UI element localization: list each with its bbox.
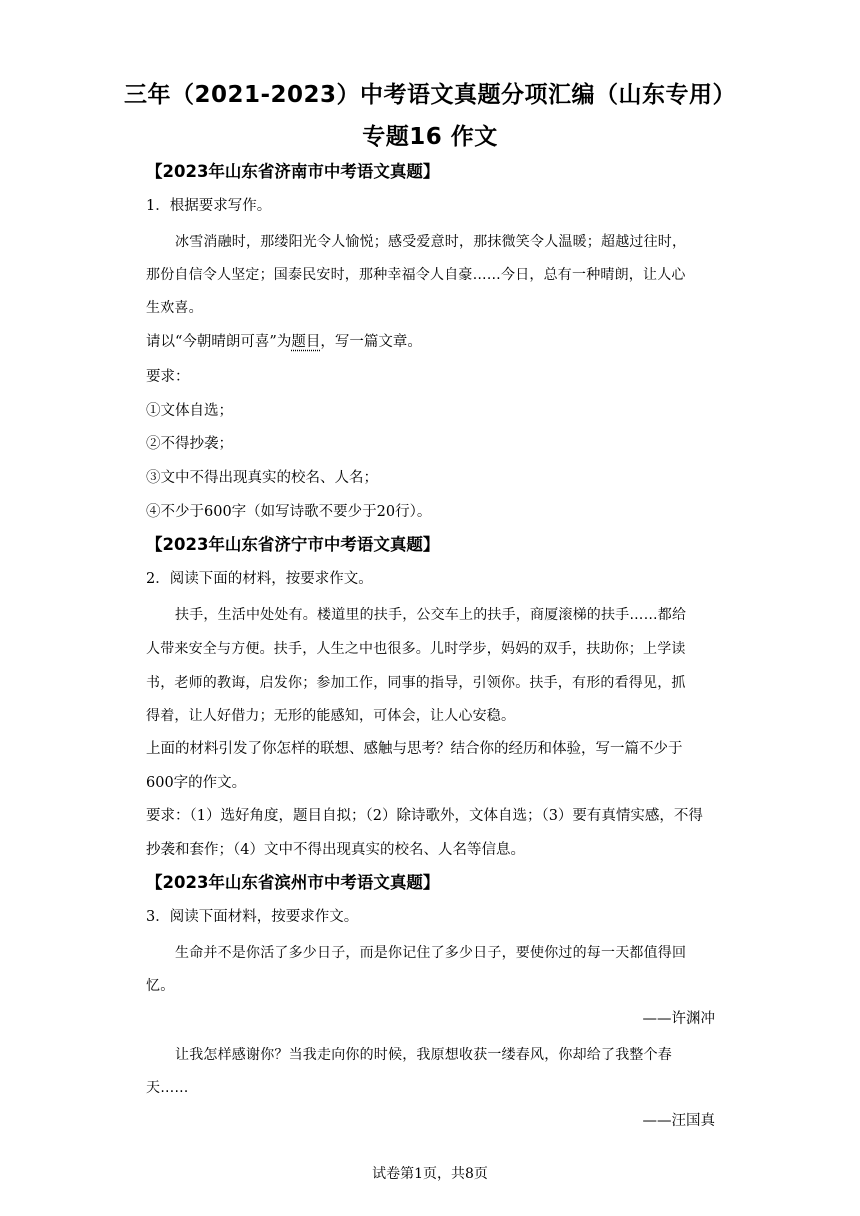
prompt-line: 上面的材料引发了你怎样的联想、感触与思考？结合你的经历和体验，写一篇不少于 <box>146 741 683 757</box>
section-heading-jining: 【2023年山东省济宁市中考语文真题】 <box>146 535 440 554</box>
quote-line: 生命并不是你活了多少日子，而是你记住了多少日子，要使你过的每一天都值得回 <box>175 945 687 961</box>
section-heading-binzhou: 【2023年山东省滨州市中考语文真题】 <box>146 873 440 892</box>
requirement-item: ③文中不得出现真实的校名、人名； <box>146 470 378 486</box>
question-1: 1．根据要求写作。 <box>146 198 272 214</box>
requirements-line: 抄袭和套作；（4）文中不得出现真实的校名、人名等信息。 <box>146 842 525 858</box>
prompt-line: 600字的作文。 <box>146 775 247 791</box>
prompt-text: 请以“今朝晴朗可喜”为 <box>146 334 292 350</box>
material-line: 得着，让人好借力；无形的能感知，可体会，让人心安稳。 <box>146 708 516 724</box>
material-line: 冰雪消融时，那缕阳光令人愉悦；感受爱意时，那抹微笑令人温暖；超越过往时， <box>175 234 687 250</box>
quote-author: ——许渊冲 <box>642 1011 715 1027</box>
requirement-item: ①文体自选； <box>146 403 233 419</box>
requirement-item: ②不得抄袭； <box>146 436 233 452</box>
requirement-item: ④不少于600字（如写诗歌不要少于20行）。 <box>146 504 432 520</box>
material-line: 人带来安全与方便。扶手，人生之中也很多。儿时学步，妈妈的双手，扶助你；上学读 <box>146 641 686 657</box>
quote-line: 让我怎样感谢你？当我走向你的时候，我原想收获一缕春风，你却给了我整个春 <box>175 1047 672 1063</box>
material-line: 书，老师的教诲，启发你；参加工作，同事的指导，引领你。扶手，有形的看得见，抓 <box>146 675 686 691</box>
requirements-label: 要求： <box>146 369 190 385</box>
requirements-line: 要求：（1）选好角度，题目自拟；（2）除诗歌外，文体自选；（3）要有真情实感，不得 <box>146 808 703 824</box>
prompt-text: ，写一篇文章。 <box>320 334 422 350</box>
quote-line: 忆。 <box>146 978 175 994</box>
material-line: 扶手，生活中处处有。楼道里的扶手，公交车上的扶手，商厦滚梯的扶手……都给 <box>175 607 687 623</box>
document-title: 三年（2021-2023）中考语文真题分项汇编（山东专用） <box>123 82 737 108</box>
material-line: 那份自信令人坚定；国泰民安时，那种幸福令人自豪……今日，总有一种晴朗，让人心 <box>146 267 686 283</box>
quote-author: ——汪国真 <box>642 1113 715 1129</box>
material-line: 生欢喜。 <box>146 300 203 316</box>
quote-line: 天…… <box>146 1080 189 1096</box>
emphasized-title-word: 题目 <box>291 334 321 350</box>
page-footer: 试卷第1页，共8页 <box>372 1166 488 1182</box>
question-3: 3．阅读下面材料，按要求作文。 <box>146 909 359 925</box>
section-heading-jinan: 【2023年山东省济南市中考语文真题】 <box>146 162 440 181</box>
question-2: 2．阅读下面的材料，按要求作文。 <box>146 571 373 587</box>
prompt-line <box>146 332 422 352</box>
document-subtitle: 专题16 作文 <box>362 124 498 150</box>
